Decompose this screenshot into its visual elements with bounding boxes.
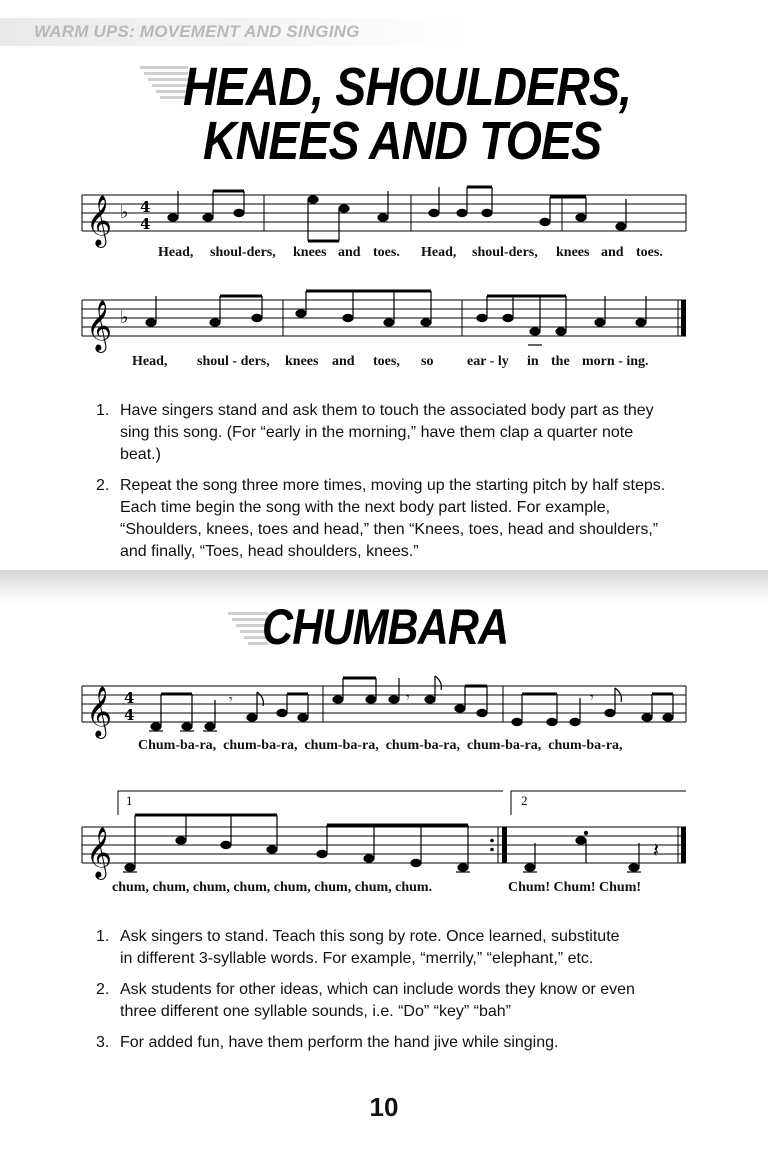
treble-clef: 𝄞 — [86, 827, 113, 878]
treble-clef: 𝄞 — [86, 300, 113, 351]
lyric: Head, — [421, 245, 457, 260]
song1-title-line2: KNEES AND TOES — [203, 111, 602, 171]
song2-staff-2 — [0, 785, 768, 885]
speed-lines — [140, 66, 188, 102]
time-signature-top: 4 — [124, 689, 135, 707]
lyric: toes, — [373, 354, 400, 369]
lyric: knees — [293, 245, 327, 260]
instruction-text: Ask students for other ideas, which can include words they know or even three different one syllable sounds, i.e. “Do” “key” “bah” — [120, 981, 635, 1020]
lyric: shoul-ders, — [472, 245, 538, 260]
lyric: toes. — [373, 245, 400, 260]
flat-sign: ♭ — [120, 202, 129, 223]
instruction-item — [96, 979, 636, 1023]
svg-text:𝄾: 𝄾 — [406, 690, 410, 706]
lyric: and — [601, 245, 624, 260]
instruction-item — [96, 400, 676, 466]
instruction-number: 2. — [96, 981, 110, 998]
song1-instructions — [96, 400, 676, 572]
instruction-text: Have singers stand and ask them to touch the associated body part as they sing this song. (For “early in the morning,” have them clap a quarter note beat.) — [120, 402, 654, 463]
lyric: Chum! Chum! Chum! — [508, 880, 642, 895]
time-signature-bottom: 4 — [140, 215, 151, 233]
lyric: Head, — [158, 245, 194, 260]
svg-text:𝄾: 𝄾 — [590, 690, 594, 706]
instruction-number: 2. — [96, 477, 110, 494]
instruction-item — [96, 475, 676, 563]
lyric: Head, — [132, 354, 168, 369]
section-header: WARM UPS: MOVEMENT AND SINGING — [34, 22, 360, 41]
page-number: 10 — [369, 1092, 399, 1122]
lyric: so — [421, 354, 434, 369]
lyric: toes. — [636, 245, 663, 260]
instruction-item — [96, 926, 636, 970]
instruction-text: For added fun, have them perform the hand jive while singing. — [120, 1034, 559, 1051]
instruction-text: Repeat the song three more times, moving up the starting pitch by half steps. Each time begin the song with the next body part listed. For example, “Shoulders, knees, toes and head,” then “Knees, toes, head and shoulders,” and finally, “Toes, head shoulders, knees.” — [120, 477, 666, 560]
song2-lyrics-1: Chum-ba-ra, chum-ba-ra, chum-ba-ra, chum-ba-ra, chum-ba-ra, chum-ba-ra, — [138, 738, 623, 753]
treble-clef: 𝄞 — [86, 195, 113, 246]
song1-staff-2 — [0, 285, 768, 365]
lyric: shoul - ders, — [197, 354, 270, 369]
lyric: the — [551, 354, 570, 369]
lyric: shoul-ders, — [210, 245, 276, 260]
lyric: morn - ing. — [582, 354, 649, 369]
time-signature-bottom: 4 — [124, 706, 135, 724]
lyric: knees — [285, 354, 319, 369]
svg-text:𝄾: 𝄾 — [229, 692, 233, 708]
instruction-item — [96, 1032, 636, 1054]
song1-title-line1: HEAD, SHOULDERS, — [183, 57, 632, 117]
lyric: in — [527, 354, 539, 369]
ending-1-label: 1 — [126, 793, 133, 808]
treble-clef: 𝄞 — [86, 686, 113, 737]
instruction-number: 1. — [96, 928, 110, 945]
ending-2-label: 2 — [521, 793, 528, 808]
lyric: and — [338, 245, 361, 260]
song2-instructions — [96, 926, 636, 1063]
time-signature-top: 4 — [140, 198, 151, 216]
lyric: ear - ly — [467, 354, 509, 369]
lyric: chum, chum, chum, chum, chum, chum, chum, chum. — [112, 880, 433, 895]
svg-text:𝄽: 𝄽 — [653, 838, 660, 862]
lyric: knees — [556, 245, 590, 260]
lyric: and — [332, 354, 355, 369]
instruction-text: Ask singers to stand. Teach this song by rote. Once learned, substitute in different 3-syllable words. For example, “merrily,” “elephant,” etc. — [120, 928, 620, 967]
instruction-number: 3. — [96, 1034, 110, 1051]
instruction-number: 1. — [96, 402, 110, 419]
song2-title: CHUMBARA — [262, 599, 509, 655]
flat-sign: ♭ — [120, 307, 129, 328]
